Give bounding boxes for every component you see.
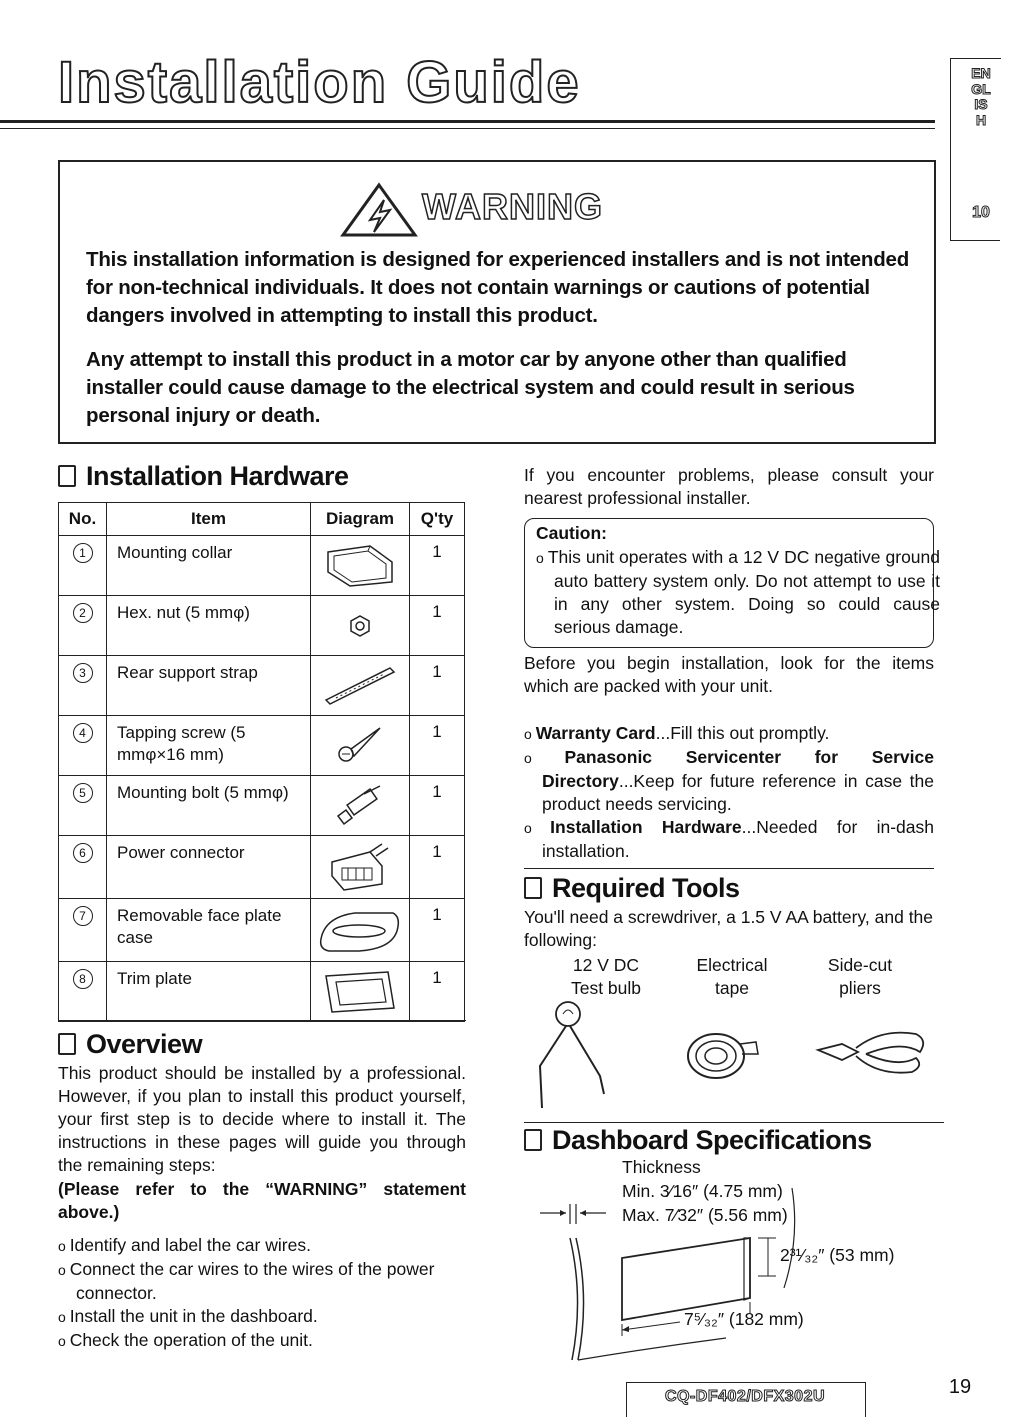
row-number: 3 bbox=[73, 663, 93, 683]
row-item: Mounting bolt (5 mmφ) bbox=[107, 776, 311, 836]
tools-heading-text: Required Tools bbox=[552, 873, 740, 903]
hardware-heading bbox=[58, 460, 349, 492]
list-item: o Identify and label the car wires. bbox=[58, 1234, 466, 1258]
tapping-screw-icon bbox=[330, 722, 390, 768]
table-row bbox=[59, 962, 465, 1022]
overview-heading bbox=[58, 1028, 202, 1060]
list-item: o Warranty Card...Fill this out promptly. bbox=[524, 722, 934, 746]
table-row bbox=[59, 899, 465, 962]
mounting-bolt-icon bbox=[330, 782, 390, 828]
before-text: Before you begin installation, look for the items which are packed with your unit. bbox=[524, 653, 934, 696]
tools-text: You'll need a screwdriver, a 1.5 V AA battery, and the following: bbox=[524, 907, 934, 950]
tool-label-pliers: Side-cut pliers bbox=[827, 955, 893, 998]
checkbox-icon bbox=[524, 1129, 542, 1151]
dashboard-opening-diagram bbox=[530, 1188, 830, 1372]
row-number: 2 bbox=[73, 603, 93, 623]
thickness-min: Min. 3⁄16″ (4.75 mm) bbox=[622, 1181, 783, 1201]
row-item: Rear support strap bbox=[107, 656, 311, 716]
language-tab-label: ENGLISH bbox=[971, 65, 991, 128]
section-divider bbox=[524, 868, 934, 869]
packed-items bbox=[524, 722, 934, 863]
checkbox-icon bbox=[58, 465, 76, 487]
row-number: 8 bbox=[73, 969, 93, 989]
electrical-tape-icon bbox=[680, 1026, 770, 1086]
table-row bbox=[59, 836, 465, 899]
warning-paragraph-2: Any attempt to install this product in a motor car by anyone other than qualified installer could cause damage to the electrical system and could result in serious personal injury or death. bbox=[86, 348, 855, 427]
page-number: 19 bbox=[948, 1376, 972, 1398]
warning-paragraph-1: This installation information is designed for experienced installers and is not intended for non-technical individuals. It does not contain warnings or cautions of potential dangers involved in attempting to install this product. bbox=[86, 248, 910, 327]
row-number: 7 bbox=[73, 906, 93, 926]
col-qty: Q'ty bbox=[410, 503, 465, 536]
section-page-number: 10 bbox=[972, 204, 990, 221]
row-qty: 1 bbox=[410, 899, 465, 962]
row-qty: 1 bbox=[410, 776, 465, 836]
row-number: 5 bbox=[73, 783, 93, 803]
opening-height: 2³¹⁄₃₂″ (53 mm) bbox=[780, 1245, 895, 1265]
list-item: o Check the operation of the unit. bbox=[58, 1329, 466, 1353]
overview-heading-text: Overview bbox=[86, 1029, 203, 1059]
tool-label-bulb: 12 V DC Test bulb bbox=[570, 955, 642, 998]
row-number: 1 bbox=[73, 543, 93, 563]
row-qty: 1 bbox=[410, 536, 465, 596]
hex-nut-icon bbox=[340, 602, 380, 648]
table-header-row bbox=[59, 503, 465, 536]
table-row bbox=[59, 596, 465, 656]
overview-note: (Please refer to the “WARNING” statement above.) bbox=[58, 1179, 466, 1222]
row-qty: 1 bbox=[410, 596, 465, 656]
row-item: Power connector bbox=[107, 836, 311, 899]
table-row bbox=[59, 776, 465, 836]
trim-plate-icon bbox=[320, 968, 400, 1014]
col-item: Item bbox=[107, 503, 311, 536]
page-title: Installation Guide bbox=[58, 50, 581, 115]
table-row bbox=[59, 716, 465, 776]
list-item: o Installation Hardware...Needed for in-dash installation. bbox=[524, 816, 934, 863]
dashboard-heading-text: Dashboard Specifications bbox=[552, 1125, 872, 1155]
col-diagram: Diagram bbox=[311, 503, 410, 536]
face-plate-case-icon bbox=[315, 905, 405, 955]
overview-text: This product should be installed by a professional. However, if you plan to install this product yourself, your first step is to decide where to install it. The instructions in these pages will guide you through the remaining steps: bbox=[58, 1063, 466, 1175]
list-item: o Install the unit in the dashboard. bbox=[58, 1305, 466, 1329]
tool-label-tape: Electrical tape bbox=[696, 955, 768, 998]
side-cut-pliers-icon bbox=[812, 1024, 930, 1084]
opening-width: 7⁵⁄₃₂″ (182 mm) bbox=[684, 1309, 804, 1329]
side-tab-rule bbox=[950, 240, 1000, 241]
row-number: 4 bbox=[73, 723, 93, 743]
support-strap-icon bbox=[320, 662, 400, 708]
intro-text: If you encounter problems, please consult your nearest professional installer. bbox=[524, 465, 934, 508]
title-rule-thin bbox=[0, 128, 935, 129]
table-row bbox=[59, 536, 465, 596]
hardware-table bbox=[58, 502, 465, 1022]
checkbox-icon bbox=[58, 1033, 76, 1055]
table-row bbox=[59, 656, 465, 716]
thickness-label: Thickness bbox=[622, 1157, 701, 1177]
warning-triangle-icon bbox=[340, 182, 418, 238]
dashboard-heading bbox=[524, 1124, 872, 1156]
caution-text: o This unit operates with a 12 V DC negative ground auto battery system only. Do not attempt to use it in any other system. Doing so could cause serious damage. bbox=[536, 546, 940, 639]
col-no: No. bbox=[59, 503, 107, 536]
section-divider bbox=[58, 1020, 466, 1021]
hardware-heading-text: Installation Hardware bbox=[86, 461, 349, 491]
warning-title: WARNING bbox=[422, 186, 603, 227]
overview-steps bbox=[58, 1234, 466, 1353]
caution-title: Caution: bbox=[536, 523, 607, 543]
tools-heading bbox=[524, 872, 740, 904]
row-item: Hex. nut (5 mmφ) bbox=[107, 596, 311, 656]
thickness-max: Max. 7⁄32″ (5.56 mm) bbox=[622, 1205, 788, 1225]
row-qty: 1 bbox=[410, 656, 465, 716]
row-item: Trim plate bbox=[107, 962, 311, 1022]
power-connector-icon bbox=[320, 842, 400, 892]
row-item: Tapping screw (5 mmφ×16 mm) bbox=[107, 716, 311, 776]
row-item: Removable face plate case bbox=[107, 899, 311, 962]
model-number: CQ-DF402/DFX302U bbox=[664, 1388, 826, 1405]
row-qty: 1 bbox=[410, 836, 465, 899]
checkbox-icon bbox=[524, 877, 542, 899]
row-qty: 1 bbox=[410, 716, 465, 776]
row-item: Mounting collar bbox=[107, 536, 311, 596]
list-item: o Panasonic Servicenter for Service Directory...Keep for future reference in case the product needs servicing. bbox=[524, 746, 934, 816]
mounting-collar-icon bbox=[320, 542, 400, 588]
title-rule bbox=[0, 120, 935, 123]
row-qty: 1 bbox=[410, 962, 465, 1022]
test-bulb-icon bbox=[530, 996, 630, 1112]
list-item: o Connect the car wires to the wires of the power connector. bbox=[58, 1258, 466, 1305]
section-divider bbox=[524, 1122, 944, 1123]
row-number: 6 bbox=[73, 843, 93, 863]
